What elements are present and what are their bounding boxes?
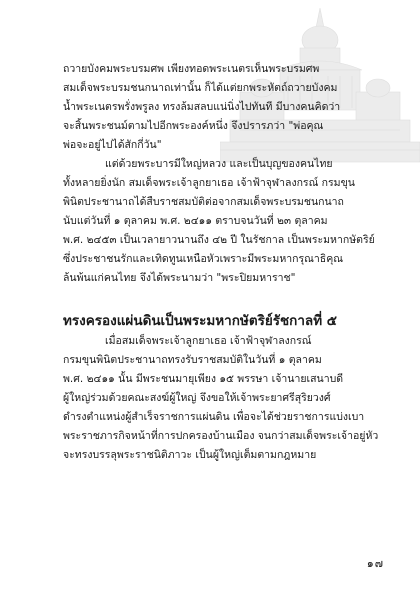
text-line: น้ำพระเนตรพรั่งพรูลง ทรงล้มสลบแน่นิ่งไปทันที มีบางคนคิดว่า	[63, 101, 341, 113]
section-gap	[63, 288, 385, 310]
text-line: กรมขุนพินิตประชานาถทรงรับราชสมบัติในวันที่ ๑ ตุลาคม	[63, 354, 322, 366]
text-line: นับแต่วันที่ ๑ ตุลาคม พ.ศ. ๒๔๑๑ ตราบจนวันที่ ๒๓ ตุลาคม	[63, 215, 328, 227]
text-line: จะสิ้นพระชนม์ตามไปอีกพระองค์หนึ่ง จึงปรารภว่า "พ่อคุณ	[63, 120, 324, 132]
text-line: เมื่อสมเด็จพระเจ้าลูกยาเธอ เจ้าฟ้าจุฬาลงกรณ์	[105, 335, 312, 347]
text-line: ผู้ใหญ่ร่วมด้วยคณะสงฆ์ผู้ใหญ่ จึงขอให้เจ้าพระยาศรีสุริยวงศ์	[63, 392, 331, 404]
section-heading: ทรงครองแผ่นดินเป็นพระมหากษัตริย์รัชกาลที่ ๕	[63, 313, 338, 329]
text-line: ซึ่งประชาชนรักและเทิดทูนเหนือหัวเพราะมีพระมหากรุณาธิคุณ	[63, 253, 343, 265]
text-line: พระราชภารกิจหน้าที่การปกครองบ้านเมือง จนกว่าสมเด็จพระเจ้าอยู่หัว	[63, 430, 379, 442]
text-line: พ่อจะอยู่ไปได้สักกี่วัน"	[63, 139, 162, 151]
text-line: พินิตประชานาถได้สืบราชสมบัติต่อจากสมเด็จพระบรมชนกนาถ	[63, 196, 344, 208]
text-line: พ.ศ. ๒๔๕๓ เป็นเวลายาวนานถึง ๔๒ ปี ในรัชกาล เป็นพระมหากษัตริย์	[63, 234, 375, 246]
text-line: จะทรงบรรลุพระราชนิติภาวะ เป็นผู้ใหญ่เต็มตามกฎหมาย	[63, 449, 317, 461]
paragraph-3	[63, 332, 385, 465]
text-line: สมเด็จพระบรมชนกนาถเท่านั้น ก็ได้แต่ยกพระหัตถ์ถวายบังคม	[63, 82, 338, 94]
page-number: ๑๗	[366, 557, 384, 570]
paragraph-1	[63, 60, 385, 155]
text-line: พ.ศ. ๒๔๑๑ นั้น มีพระชนมายุเพียง ๑๕ พรรษา เจ้านายเสนาบดี	[63, 373, 344, 385]
text-line: ถวายบังคมพระบรมศพ เพียงทอดพระเนตรเห็นพระบรมศพ	[63, 63, 320, 75]
text-line: ดำรงตำแหน่งผู้สำเร็จราชการแผ่นดิน เพื่อจะได้ช่วยราชการแบ่งเบา	[63, 411, 365, 423]
text-line: แต่ด้วยพระบารมีใหญ่หลวง และเป็นบุญของคนไทย	[105, 158, 333, 170]
paragraph-2	[63, 155, 385, 288]
text-line: ทั้งหลายยิ่งนัก สมเด็จพระเจ้าลูกยาเธอ เจ้าฟ้าจุฬาลงกรณ์ กรมขุน	[63, 177, 355, 189]
text-line: ล้นพ้นแก่คนไทย จึงได้พระนามว่า "พระปิยมหาราช"	[63, 272, 296, 284]
body-text	[63, 60, 385, 465]
